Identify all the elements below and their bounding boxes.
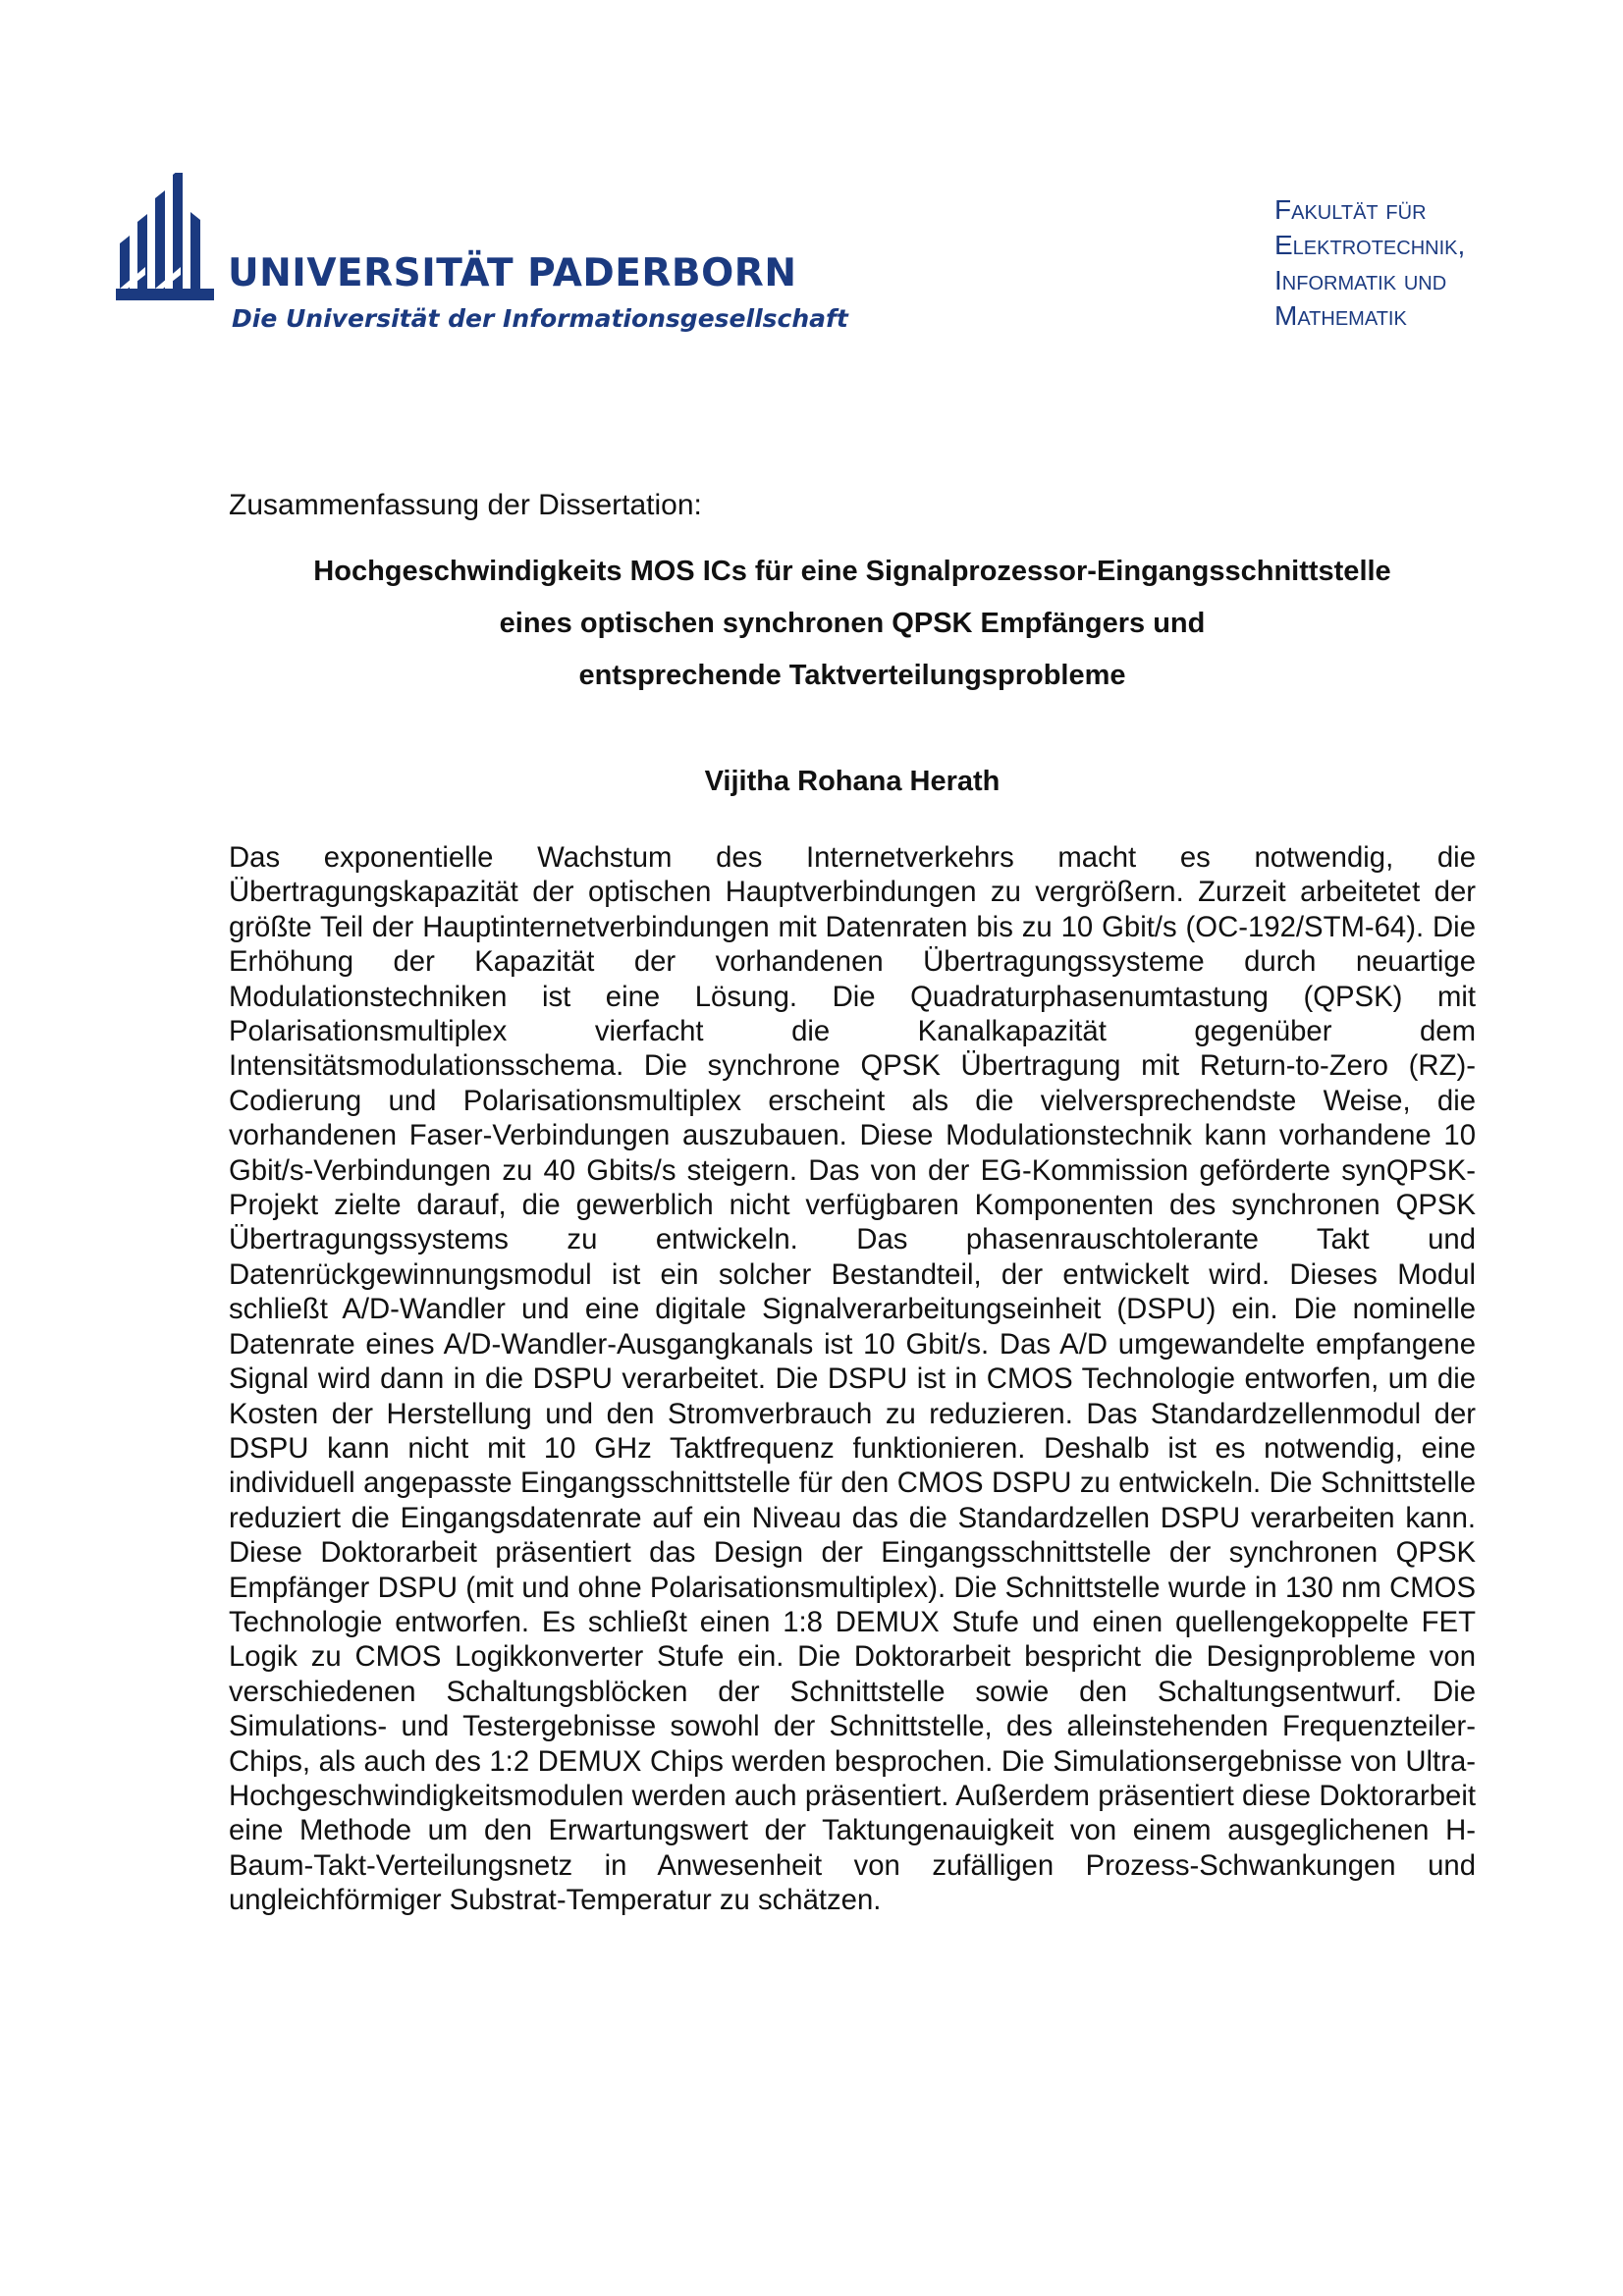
- faculty-line: Fakultät für: [1274, 194, 1427, 225]
- faculty-block: [1274, 192, 1608, 334]
- university-tagline: Die Universität der Informationsgesellschaft: [232, 304, 848, 333]
- university-logo: [116, 173, 848, 340]
- faculty-line: Informatik und: [1274, 265, 1447, 295]
- title-line: eines optischen synchronen QPSK Empfängers und: [499, 608, 1206, 639]
- author-name: Vijitha Rohana Herath: [704, 766, 1001, 797]
- title-line: Hochgeschwindigkeits MOS ICs für eine Signalprozessor-Eingangsschnittstelle: [313, 556, 1391, 587]
- title-line: entsprechende Taktverteilungsprobleme: [578, 660, 1126, 691]
- document-label: Zusammenfassung der Dissertation:: [229, 489, 702, 521]
- faculty-line: Elektrotechnik,: [1274, 230, 1466, 260]
- abstract-paragraph: Das exponentielle Wachstum des Internetverkehrs macht es notwendig, die Übertragungskapazität der optischen Hauptverbindungen zu vergrößern. Zurzeit arbeitetet der größte Teil der Hauptinternetverbindungen mit Datenraten bis zu 10 Gbit/s (OC-192/STM-64). Die Erhöhung der Kapazität der vorhandenen Übertragungssysteme durch neuartige Modulationstechniken ist eine Lösung. Die Quadraturphasenumtastung (QPSK) mit Polarisationsmultiplex vierfacht die Kanalkapazität gegenüber dem Intensitätsmodulationsschema. Die synchrone QPSK Übertragung mit Return-to-Zero (RZ)-Codierung und Polarisationsmultiplex erscheint als die vielversprechendste Weise, die vorhandenen Faser-Verbindungen auszubauen. Diese Modulationstechnik kann vorhandene 10 Gbit/s-Verbindungen zu 40 Gbits/s steigern. Das von der EG-Kommission geförderte synQPSK-Projekt zielte darauf, die gewerblich nicht verfügbaren Komponenten des synchronen QPSK Übertragungssystems zu entwickeln. Das phasenrauschtolerante Takt und Datenrückgewinnungsmodul ist ein solcher Bestandteil, der entwickelt wird. Dieses Modul schließt A/D-Wandler und eine digitale Signalverarbeitungseinheit (DSPU) ein. Die nominelle Datenrate eines A/D-Wandler-Ausgangkanals ist 10 Gbit/s. Das A/D umgewandelte empfangene Signal wird dann in die DSPU verarbeitet. Die DSPU ist in CMOS Technologie entworfen, um die Kosten der Herstellung und den Stromverbrauch zu reduzieren. Das Standardzellenmodul der DSPU kann nicht mit 10 GHz Taktfrequenz funktionieren. Deshalb ist es notwendig, eine individuell angepasste Eingangsschnittstelle für den CMOS DSPU zu entwickeln. Die Schnittstelle reduziert die Eingangsdatenrate auf ein Niveau das die Standardzellen DSPU verarbeiten kann. Diese Doktorarbeit präsentiert das Design der Eingangsschnittstelle der synchronen QPSK Empfänger DSPU (mit und ohne Polarisationsmultiplex). Die Schnittstelle wurde in 130 nm CMOS Technologie entworfen. Es schließt einen 1:8 DEMUX Stufe und einen quellengekoppelte FET Logik zu CMOS Logikkonverter Stufe ein. Die Doktorarbeit bespricht die Designprobleme von verschiedenen Schaltungsblöcken der Schnittstelle sowie den Schaltungsentwurf. Die Simulations- und Testergebnisse sowohl der Schnittstelle, des alleinstehenden Frequenzteiler-Chips, als auch des 1:2 DEMUX Chips werden besprochen. Die Simulationsergebnisse von Ultra-Hochgeschwindigkeitsmodulen werden auch präsentiert. Außerdem präsentiert diese Doktorarbeit eine Methode um den Erwartungswert der Taktungenauigkeit von einem ausgeglichenen H-Baum-Takt-Verteilungsnetz in Anwesenheit von zufälligen Prozess-Schwankungen und ungleichförmiger Substrat-Temperatur zu schätzen.: [229, 841, 1476, 1917]
- faculty-line: Mathematik: [1274, 300, 1407, 331]
- dissertation-title: [229, 546, 1476, 702]
- university-logo-mark: [116, 173, 214, 300]
- university-name: UNIVERSITÄT PADERBORN: [228, 251, 797, 295]
